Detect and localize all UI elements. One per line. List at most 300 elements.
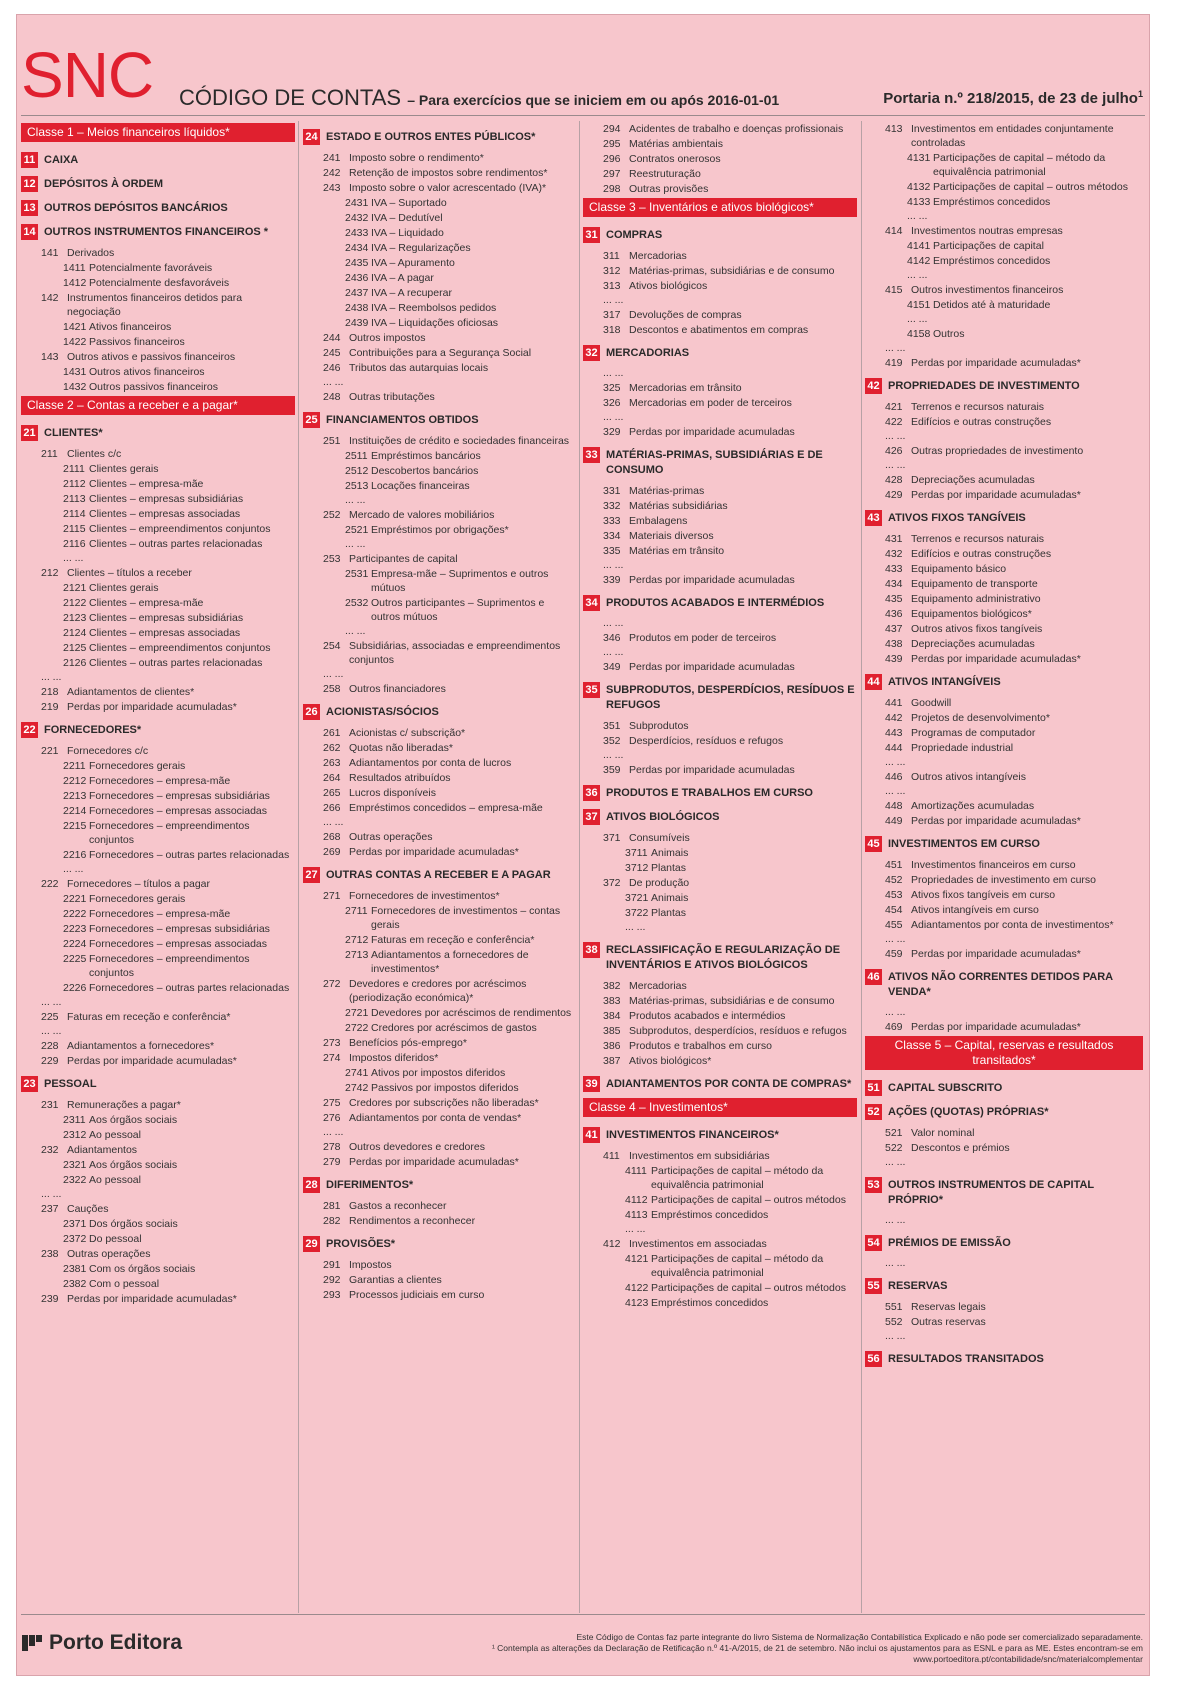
account-number: 279 xyxy=(323,1156,341,1168)
account-item xyxy=(303,1214,575,1228)
account-group xyxy=(21,176,295,192)
account-item xyxy=(303,508,575,522)
account-item xyxy=(865,180,1143,194)
account-item xyxy=(303,196,575,210)
account-label: Mercadorias em poder de terceiros xyxy=(629,397,792,409)
account-label: Empréstimos concedidos xyxy=(933,196,1051,208)
account-group-title: PROPRIEDADES DE INVESTIMENTO xyxy=(888,380,1080,392)
account-label: Adiantamentos por conta de lucros xyxy=(349,757,512,769)
account-label: Outras propriedades de investimento xyxy=(911,445,1084,457)
account-label: Outros passivos financeiros xyxy=(89,381,218,393)
account-number: 2512 xyxy=(345,465,369,477)
account-number: 253 xyxy=(323,553,341,565)
account-label: Participantes de capital xyxy=(349,553,458,565)
account-group-number: 14 xyxy=(21,224,38,240)
account-item xyxy=(303,977,575,1005)
account-label: IVA – Apuramento xyxy=(371,257,455,269)
account-label: Amortizações acumuladas xyxy=(911,800,1035,812)
account-number: 386 xyxy=(603,1040,621,1052)
account-number: 411 xyxy=(603,1150,620,1162)
account-item xyxy=(583,167,857,181)
column-3 xyxy=(583,121,857,1613)
account-number: 245 xyxy=(323,347,341,359)
account-item xyxy=(21,1098,295,1112)
account-item xyxy=(303,756,575,770)
account-item xyxy=(583,1208,857,1222)
account-item xyxy=(583,1237,857,1251)
account-group-number: 34 xyxy=(583,595,600,611)
account-label: Outras reservas xyxy=(911,1316,986,1328)
account-label: Outras provisões xyxy=(629,183,709,195)
account-label: Perdas por imparidade acumuladas* xyxy=(67,701,237,713)
account-item xyxy=(865,741,1143,755)
account-item xyxy=(303,434,575,448)
account-item xyxy=(583,1024,857,1038)
account-number: 2115 xyxy=(63,523,86,535)
account-group-title: MERCADORIAS xyxy=(606,347,690,359)
account-item xyxy=(865,283,1143,297)
account-number: 382 xyxy=(603,980,621,992)
account-item xyxy=(583,544,857,558)
account-group-title: ACIONISTAS/SÓCIOS xyxy=(326,706,439,718)
ellipsis-row: ... ... xyxy=(323,376,344,388)
account-label: Adiantamentos a fornecedores* xyxy=(67,1040,215,1052)
account-label: Clientes – empresa-mãe xyxy=(89,597,204,609)
account-group-title: AÇÕES (QUOTAS) PRÓPRIAS* xyxy=(888,1106,1049,1118)
account-label: Clientes gerais xyxy=(89,582,159,594)
account-group-title: ATIVOS BIOLÓGICOS xyxy=(606,811,720,823)
account-number: 469 xyxy=(885,1021,903,1033)
account-label: Fornecedores – empresas associadas xyxy=(89,805,268,817)
account-item xyxy=(21,1262,295,1276)
account-item xyxy=(865,652,1143,666)
footer-divider xyxy=(21,1614,1145,1615)
account-number: 4133 xyxy=(907,196,931,208)
account-label: Outros devedores e credores xyxy=(349,1141,485,1153)
account-label: Mercadorias xyxy=(629,980,687,992)
account-group xyxy=(303,1236,575,1252)
account-number: 2434 xyxy=(345,242,369,254)
account-label: Equipamento de transporte xyxy=(911,578,1038,590)
account-label: Subprodutos, desperdícios, resíduos e refugos xyxy=(629,1025,847,1037)
account-number: 426 xyxy=(885,445,903,457)
account-label: Outras operações xyxy=(349,831,433,843)
account-item xyxy=(583,631,857,645)
account-item xyxy=(303,241,575,255)
account-label: Contratos onerosos xyxy=(629,153,721,165)
account-item xyxy=(865,444,1143,458)
account-number: 252 xyxy=(323,509,341,521)
account-label: Locações financeiras xyxy=(371,480,470,492)
account-number: 521 xyxy=(885,1127,903,1139)
account-number: 143 xyxy=(41,351,59,363)
account-number: 246 xyxy=(323,362,341,374)
account-item xyxy=(583,264,857,278)
account-number: 2435 xyxy=(345,257,369,269)
class-header: Classe 2 – Contas a receber e a pagar* xyxy=(21,396,295,415)
account-number: 2712 xyxy=(345,934,369,946)
account-label: Matérias subsidiárias xyxy=(629,500,728,512)
account-group-title: RESERVAS xyxy=(888,1280,948,1292)
account-number: 281 xyxy=(323,1200,341,1212)
account-group-title: INVESTIMENTOS EM CURSO xyxy=(888,838,1040,850)
account-label: Fornecedores c/c xyxy=(67,745,149,757)
account-label: Garantias a clientes xyxy=(349,1274,442,1286)
account-number: 1411 xyxy=(63,262,86,274)
column-divider xyxy=(298,121,299,1613)
account-label: Fornecedores – outras partes relacionadas xyxy=(89,982,290,994)
account-group-number: 39 xyxy=(583,1076,600,1092)
account-number: 318 xyxy=(603,324,621,336)
account-label: Perdas por imparidade acumuladas xyxy=(629,764,795,776)
class-header: Classe 4 – Investimentos* xyxy=(583,1098,857,1117)
account-number: 2381 xyxy=(63,1263,87,1275)
account-number: 276 xyxy=(323,1112,341,1124)
account-item xyxy=(865,577,1143,591)
account-number: 239 xyxy=(41,1293,59,1305)
account-group-title: DEPÓSITOS À ORDEM xyxy=(44,178,163,190)
account-label: Impostos xyxy=(349,1259,392,1271)
account-label: Clientes – outras partes relacionadas xyxy=(89,538,263,550)
account-label: Desperdícios, resíduos e refugos xyxy=(629,735,784,747)
account-item xyxy=(865,224,1143,238)
column-divider xyxy=(861,121,862,1613)
account-group-number: 46 xyxy=(865,969,882,985)
ellipsis-row: ... ... xyxy=(41,1188,62,1200)
account-item xyxy=(21,1113,295,1127)
account-number: 329 xyxy=(603,426,621,438)
account-group xyxy=(303,1177,575,1193)
account-group xyxy=(21,722,295,738)
account-label: Participações de capital – método da equivalência patrimonial xyxy=(651,1165,824,1191)
footnotes xyxy=(443,1632,1143,1665)
account-item xyxy=(303,286,575,300)
account-item xyxy=(303,166,575,180)
account-number: 291 xyxy=(323,1259,341,1271)
account-item xyxy=(865,239,1143,253)
account-label: Embalagens xyxy=(629,515,688,527)
account-number: 1421 xyxy=(63,321,87,333)
account-number: 352 xyxy=(603,735,621,747)
account-group xyxy=(21,224,295,240)
account-number: 459 xyxy=(885,948,903,960)
account-item xyxy=(303,256,575,270)
account-number: 2211 xyxy=(63,760,86,772)
account-number: 141 xyxy=(41,247,59,259)
account-item xyxy=(303,845,575,859)
account-label: Ativos por impostos diferidos xyxy=(371,1067,506,1079)
account-label: Quotas não liberadas* xyxy=(349,742,453,754)
account-label: Ao pessoal xyxy=(89,1129,141,1141)
account-item xyxy=(303,933,575,947)
account-number: 431 xyxy=(885,533,903,545)
account-number: 384 xyxy=(603,1010,621,1022)
account-number: 317 xyxy=(603,309,621,321)
account-item xyxy=(865,1020,1143,1034)
account-item xyxy=(303,830,575,844)
account-label: Perdas por imparidade acumuladas* xyxy=(67,1055,237,1067)
account-item xyxy=(583,660,857,674)
account-label: Valor nominal xyxy=(911,1127,975,1139)
account-number: 2438 xyxy=(345,302,369,314)
account-group-number: 22 xyxy=(21,722,38,738)
account-label: Fornecedores – títulos a pagar xyxy=(67,878,211,890)
account-number: 332 xyxy=(603,500,621,512)
account-group-number: 36 xyxy=(583,785,600,801)
account-item xyxy=(21,981,295,995)
account-number: 434 xyxy=(885,578,903,590)
title-text: CÓDIGO DE CONTAS xyxy=(179,85,402,110)
account-group-number: 54 xyxy=(865,1235,882,1251)
account-number: 296 xyxy=(603,153,621,165)
account-label: Depreciações acumuladas xyxy=(911,474,1035,486)
account-item xyxy=(583,876,857,890)
account-group-number: 56 xyxy=(865,1351,882,1367)
account-group xyxy=(21,200,295,216)
column-1 xyxy=(21,121,295,1613)
account-group-number: 27 xyxy=(303,867,320,883)
account-group-number: 35 xyxy=(583,682,600,698)
account-item xyxy=(865,1141,1143,1155)
ellipsis-row: ... ... xyxy=(323,816,344,828)
account-number: 2116 xyxy=(63,538,86,550)
account-item xyxy=(303,479,575,493)
account-item xyxy=(303,464,575,478)
account-label: Ativos biológicos* xyxy=(629,1055,712,1067)
footnote-2: ¹ Contempla as alterações da Declaração de Retificação n.º 41-A/2015, de 21 de setembro. Não inclui os ajustamentos para as ESNL e para as ME. Estes encontram-se em www.portoeditora.pt/contabilidade/snc/materialcomplementar xyxy=(491,1643,1143,1664)
account-item xyxy=(583,425,857,439)
account-label: Depreciações acumuladas xyxy=(911,638,1035,650)
account-number: 454 xyxy=(885,904,903,916)
account-item xyxy=(865,151,1143,179)
account-item xyxy=(303,771,575,785)
account-item xyxy=(21,1247,295,1261)
account-group-number: 43 xyxy=(865,510,882,526)
account-label: Benefícios pós-emprego* xyxy=(349,1037,467,1049)
account-item xyxy=(303,1021,575,1035)
account-number: 313 xyxy=(603,280,621,292)
account-item xyxy=(583,122,857,136)
account-label: Remunerações a pagar* xyxy=(67,1099,181,1111)
account-label: Passivos financeiros xyxy=(89,336,185,348)
account-group-number: 25 xyxy=(303,412,320,428)
account-label: Ao pessoal xyxy=(89,1174,141,1186)
account-number: 2123 xyxy=(63,612,87,624)
account-item xyxy=(865,918,1143,932)
account-item xyxy=(583,137,857,151)
account-label: Adiantamentos por conta de investimentos* xyxy=(911,919,1114,931)
account-group-number: 42 xyxy=(865,378,882,394)
account-item xyxy=(303,1273,575,1287)
account-number: 1422 xyxy=(63,336,87,348)
footnote-1: Este Código de Contas faz parte integrante do livro Sistema de Normalização Contabilística Explicado e não pode ser comercializado separadamente. xyxy=(576,1632,1143,1642)
account-item xyxy=(583,1296,857,1310)
account-label: Instrumentos financeiros detidos para negociação xyxy=(67,292,243,318)
account-item xyxy=(303,1199,575,1213)
account-group xyxy=(583,682,857,713)
account-label: Outros ativos financeiros xyxy=(89,366,205,378)
account-item xyxy=(21,789,295,803)
account-number: 2224 xyxy=(63,938,87,950)
account-label: Fornecedores – empresas subsidiárias xyxy=(89,790,270,802)
account-group xyxy=(21,152,295,168)
account-label: Outras operações xyxy=(67,1248,151,1260)
account-label: IVA – Reembolsos pedidos xyxy=(371,302,497,314)
account-item xyxy=(865,947,1143,961)
account-number: 335 xyxy=(603,545,621,557)
account-label: IVA – A recuperar xyxy=(371,287,452,299)
account-number: 2382 xyxy=(63,1278,87,1290)
account-label: Matérias-primas xyxy=(629,485,705,497)
account-label: Retenção de impostos sobre rendimentos* xyxy=(349,167,548,179)
account-label: IVA – A pagar xyxy=(371,272,434,284)
account-number: 333 xyxy=(603,515,621,527)
account-item xyxy=(21,1173,295,1187)
account-item xyxy=(21,1054,295,1068)
account-item xyxy=(583,396,857,410)
account-group-number: 44 xyxy=(865,674,882,690)
account-number: 387 xyxy=(603,1055,621,1067)
account-group xyxy=(865,1080,1143,1096)
account-label: Propriedade industrial xyxy=(911,742,1014,754)
account-label: Ativos fixos tangíveis em curso xyxy=(911,889,1056,901)
account-item xyxy=(303,726,575,740)
account-label: Potencialmente desfavoráveis xyxy=(89,277,230,289)
account-item xyxy=(303,1155,575,1169)
account-label: Matérias em trânsito xyxy=(629,545,725,557)
account-item xyxy=(303,682,575,696)
account-label: Imposto sobre o valor acrescentado (IVA)* xyxy=(349,182,547,194)
account-number: 4131 xyxy=(907,152,931,164)
account-label: Clientes – empresas associadas xyxy=(89,627,241,639)
ellipsis-row: ... ... xyxy=(345,494,366,506)
account-group-number: 31 xyxy=(583,227,600,243)
ellipsis-row: ... ... xyxy=(885,785,906,797)
account-group-title: ATIVOS NÃO CORRENTES DETIDOS PARA VENDA* xyxy=(888,971,1113,998)
account-label: Outros financiadores xyxy=(349,683,446,695)
account-number: 4141 xyxy=(907,240,931,252)
ellipsis-row: ... ... xyxy=(603,749,624,761)
account-number: 3711 xyxy=(625,847,648,859)
account-label: Passivos por impostos diferidos xyxy=(371,1082,519,1094)
account-label: Equipamentos biológicos* xyxy=(911,608,1032,620)
account-label: Programas de computador xyxy=(911,727,1036,739)
account-item xyxy=(21,656,295,670)
account-item xyxy=(21,1232,295,1246)
account-label: Lucros disponíveis xyxy=(349,787,436,799)
account-item xyxy=(21,892,295,906)
account-item xyxy=(865,327,1143,341)
account-item xyxy=(865,415,1143,429)
account-group-title: FINANCIAMENTOS OBTIDOS xyxy=(326,414,479,426)
account-item xyxy=(21,1039,295,1053)
account-label: Credores por subscrições não liberadas* xyxy=(349,1097,539,1109)
account-item xyxy=(21,477,295,491)
account-group-number: 45 xyxy=(865,836,882,852)
account-group-number: 23 xyxy=(21,1076,38,1092)
account-item xyxy=(583,1281,857,1295)
account-group xyxy=(583,227,857,243)
account-number: 266 xyxy=(323,802,341,814)
account-label: Descobertos bancários xyxy=(371,465,479,477)
ellipsis-row: ... ... xyxy=(907,313,928,325)
account-number: 2215 xyxy=(63,820,87,832)
account-number: 438 xyxy=(885,638,903,650)
account-item xyxy=(21,566,295,580)
account-item xyxy=(303,361,575,375)
account-item xyxy=(583,499,857,513)
account-group-title: CAIXA xyxy=(44,154,79,166)
ellipsis-row: ... ... xyxy=(63,552,84,564)
account-number: 383 xyxy=(603,995,621,1007)
account-number: 422 xyxy=(885,416,903,428)
account-number: 2214 xyxy=(63,805,87,817)
account-item xyxy=(303,552,575,566)
account-item xyxy=(865,726,1143,740)
account-label: Devoluções de compras xyxy=(629,309,742,321)
account-label: Mercadorias xyxy=(629,250,687,262)
account-item xyxy=(21,907,295,921)
column-4 xyxy=(865,121,1143,1613)
account-number: 1431 xyxy=(63,366,87,378)
account-item xyxy=(865,195,1143,209)
account-label: Acionistas c/ subscrição* xyxy=(349,727,466,739)
account-number: 2432 xyxy=(345,212,369,224)
account-label: Matérias ambientais xyxy=(629,138,723,150)
account-label: Investimentos financeiros em curso xyxy=(911,859,1076,871)
account-label: IVA – Suportado xyxy=(371,197,447,209)
account-number: 4158 xyxy=(907,328,931,340)
account-number: 4111 xyxy=(625,1165,647,1177)
account-item xyxy=(865,873,1143,887)
account-item xyxy=(21,447,295,461)
account-item xyxy=(865,770,1143,784)
account-number: 1432 xyxy=(63,381,87,393)
account-label: Outros ativos e passivos financeiros xyxy=(67,351,236,363)
account-item xyxy=(865,356,1143,370)
account-label: Cauções xyxy=(67,1203,109,1215)
account-label: Empréstimos por obrigações* xyxy=(371,524,509,536)
account-item xyxy=(21,774,295,788)
account-group-number: 33 xyxy=(583,447,600,463)
account-item xyxy=(303,801,575,815)
ellipsis-row: ... ... xyxy=(603,294,624,306)
account-item xyxy=(21,462,295,476)
account-group xyxy=(583,595,857,611)
account-group-title: ATIVOS INTANGÍVEIS xyxy=(888,676,1001,688)
account-label: Perdas por imparidade acumuladas* xyxy=(911,815,1081,827)
account-label: Clientes – outras partes relacionadas xyxy=(89,657,263,669)
account-group-number: 53 xyxy=(865,1177,882,1193)
account-group-title: MATÉRIAS-PRIMAS, SUBSIDIÁRIAS E DE CONSUMO xyxy=(606,449,823,476)
portaria-ref xyxy=(883,89,1143,107)
account-label: Rendimentos a reconhecer xyxy=(349,1215,476,1227)
account-number: 2126 xyxy=(63,657,87,669)
account-item xyxy=(583,979,857,993)
class-header: Classe 1 – Meios financeiros líquidos* xyxy=(21,123,295,142)
account-number: 2121 xyxy=(63,582,87,594)
account-item xyxy=(21,685,295,699)
account-label: Derivados xyxy=(67,247,115,259)
account-item xyxy=(583,381,857,395)
header-divider xyxy=(21,115,1145,116)
account-label: Terrenos e recursos naturais xyxy=(911,533,1045,545)
account-number: 2222 xyxy=(63,908,87,920)
account-number: 331 xyxy=(603,485,621,497)
account-label: Com o pessoal xyxy=(89,1278,160,1290)
account-label: Outros ativos intangíveis xyxy=(911,771,1026,783)
account-item xyxy=(583,573,857,587)
